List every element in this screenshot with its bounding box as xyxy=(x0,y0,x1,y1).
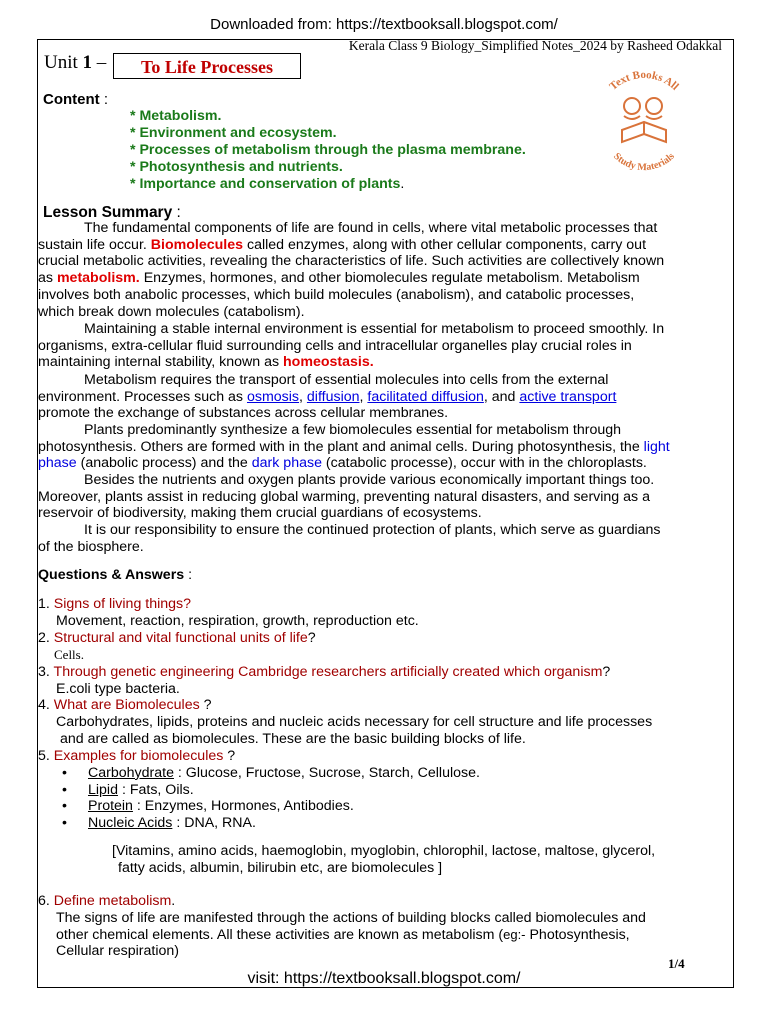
logo-bottom-text: Study Materials xyxy=(611,150,677,172)
content-heading: Content : xyxy=(43,91,108,108)
summary-paragraph-5: Besides the nutrients and oxygen plants provide various economically important things too. Moreover, plants assist in reducing global warming, preventing natural disasters, and serving as a reservoir of biodiversity, making them crucial guardians of ecosystems. xyxy=(38,472,655,522)
qa-heading: Questions & Answers : xyxy=(38,567,193,583)
question-4: 4. What are Biomolecules ? Carbohydrates, lipids, proteins and nucleic acids necessary for cell structure and life processes and are called as biomolecules. These are the basic building blocks of life. xyxy=(38,697,653,747)
osmosis-link[interactable]: osmosis xyxy=(246,388,300,405)
content-item: * Photosynthesis and nutrients. xyxy=(130,159,343,175)
visit-link[interactable]: visit: https://textbooksall.blogspot.com/ xyxy=(247,970,521,987)
page-number: 1/4 xyxy=(668,956,685,971)
list-item: • Nucleic Acids : DNA, RNA. xyxy=(62,815,256,832)
summary-paragraph-2: Maintaining a stable internal environment is essential for metabolism to proceed smoothly. In organisms, extra-cellular fluid surrounding cells and intracellular organelles play crucial roles in maintaining internal stability, known as homeostasis. xyxy=(38,321,665,371)
list-item: • Lipid : Fats, Oils. xyxy=(62,781,194,798)
question-2: 2. Structural and vital functional units of life? Cells. xyxy=(38,630,316,662)
facilitated-diffusion-link[interactable]: facilitated diffusion xyxy=(367,388,484,405)
content-item: * Importance and conservation of plants. xyxy=(130,176,405,192)
logo-top-text: Text Books All xyxy=(607,68,681,93)
content-item: * Environment and ecosystem. xyxy=(130,125,337,141)
summary-paragraph-4: Plants predominantly synthesize a few biomolecules essential for metabolism through photosynthesis. Others are formed with in the plant and animal cells. During photosynthesis, the light phase (anabolic process) and the dark phase (catabolic processe), occur with in the chloroplasts. xyxy=(38,422,670,472)
summary-paragraph-1: The fundamental components of life are found in cells, where vital metabolic processes that sustain life occur. Biomolecules called enzymes, along with other cellular components, carry out crucial metabolic activities, revealing the characteristics of life. Such activities are collectively known as metabolism. Enzymes, hormones, and other biomolecules regulate metabolism. Metabolism involves both anabolic processes, which build molecules (anabolism), and catabolic processes, which break down molecules (catabolism). xyxy=(38,220,665,320)
question-3: 3. Through genetic engineering Cambridge researchers artificially created which organism? E.coli type bacteria. xyxy=(38,664,611,697)
svg-text:Text Books All xyxy=(607,69,681,93)
content-item: * Processes of metabolism through the plasma membrane. xyxy=(130,142,526,158)
content-item: * Metabolism. xyxy=(130,108,222,124)
list-item: • Protein : Enzymes, Hormones, Antibodies. xyxy=(62,798,354,815)
svg-text:Study Materials xyxy=(611,151,677,172)
content-list xyxy=(130,108,526,193)
biomolecules-note: [Vitamins, amino acids, haemoglobin, myoglobin, chlorophil, lactose, maltose, glycerol, fatty acids, albumin, bilirubin etc, are biomolecules ] xyxy=(112,843,656,876)
summary-paragraph-6: It is our responsibility to ensure the continued protection of plants, which serve as guardians of the biosphere. xyxy=(38,522,661,555)
download-source[interactable]: Downloaded from: https://textbooksall.blogspot.com/ xyxy=(210,16,558,33)
active-transport-link[interactable]: active transport xyxy=(519,388,617,405)
unit-title: To Life Processes xyxy=(113,53,301,79)
lesson-summary-heading: Lesson Summary : xyxy=(43,204,181,221)
unit-label: Unit 1 – xyxy=(44,52,107,73)
list-item: • Carbohydrate : Glucose, Fructose, Sucrose, Starch, Cellulose. xyxy=(62,764,480,781)
question-6: 6. Define metabolism. The signs of life are manifested through the actions of building blocks called biomolecules and other chemical elements. All these activities are known as metabolism (eg:- Photosynthesis, Cellular respiration) xyxy=(38,893,646,960)
diffusion-link[interactable]: diffusion xyxy=(306,388,360,405)
textbooksall-logo-icon xyxy=(588,68,700,172)
question-1: 1. Signs of living things? Movement, reaction, respiration, growth, reproduction etc. xyxy=(38,596,419,629)
question-5: 5. Examples for biomolecules ? • Carbohydrate : Glucose, Fructose, Sucrose, Starch, Cellulose. • Lipid : Fats, Oils. • Protein : Enzymes, Hormones, Antibodies. • Nucleic Acids : DNA, RNA. xyxy=(38,748,480,832)
credit-line: Kerala Class 9 Biology_Simplified Notes_2024 by Rasheed Odakkal xyxy=(348,38,722,53)
summary-paragraph-3: Metabolism requires the transport of essential molecules into cells from the external environment. Processes such as osmosis, diffusion, facilitated diffusion, and active transport promote the exchange of substances across cellular membranes. xyxy=(38,372,617,422)
